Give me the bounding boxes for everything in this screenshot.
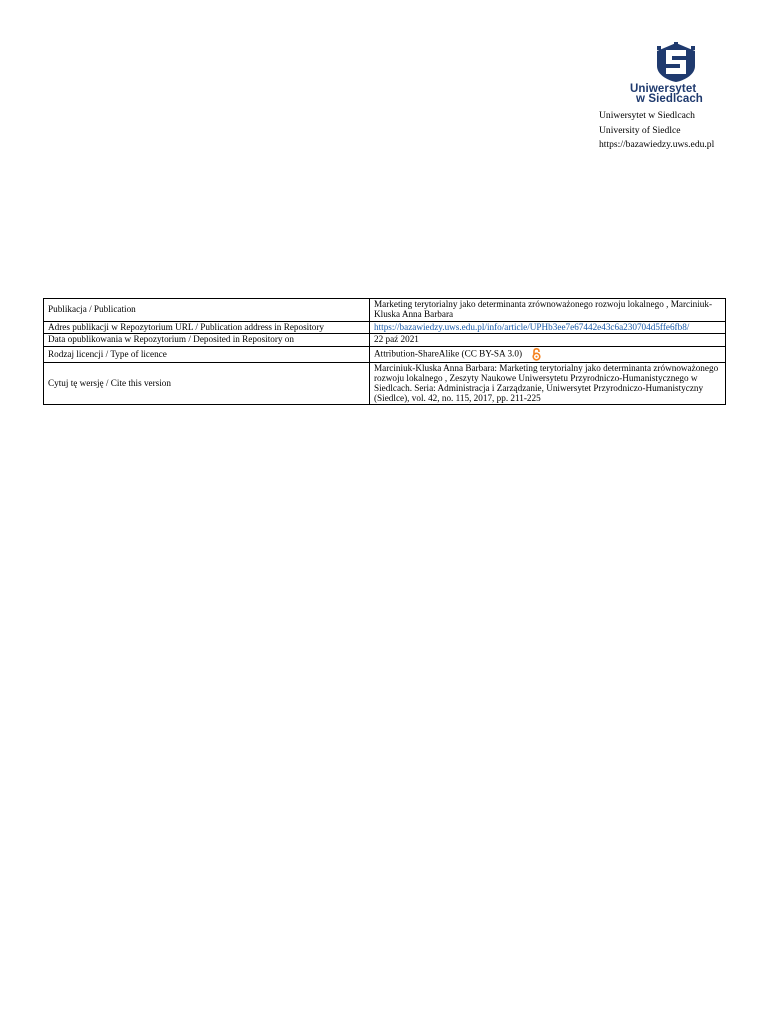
deposit-date-label: Data opublikowania w Repozytorium / Deposited in Repository on: [44, 334, 370, 347]
institution-name-en: University of Siedlce: [599, 124, 681, 136]
university-shield-icon: [655, 42, 697, 82]
table-row: [44, 334, 726, 347]
institution-name-pl: Uniwersytet w Siedlcach: [599, 110, 695, 121]
open-access-icon: [532, 348, 541, 361]
publication-metadata-table: [43, 298, 726, 405]
citation-label: Cytuj tę wersję / Cite this version: [44, 363, 370, 405]
publication-label: Publikacja / Publication: [44, 299, 370, 322]
licence-label: Rodzaj licencji / Type of licence: [44, 347, 370, 363]
repository-url-link[interactable]: https://bazawiedzy.uws.edu.pl/info/article/UPHb3ee7e67442e43c6a230704d5ffe6fb8/: [374, 321, 690, 332]
logo-text-line1: Uniwersytet: [630, 83, 697, 95]
repository-url-cell: [370, 321, 726, 334]
publication-value: Marketing terytorialny jako determinanta zrównoważonego rozwoju lokalnego , Marciniuk-Kluska Anna Barbara: [370, 299, 726, 322]
citation-value: Marciniuk-Kluska Anna Barbara: Marketing terytorialny jako determinanta zrównoważonego rozwoju lokalnego , Zeszyty Naukowe Uniwersytetu Przyrodniczo-Humanistycznego w Siedlcach. Seria: Administracja i Zarządzanie, Uniwersytet Przyrodniczo-Humanistyczny (Siedlce), vol. 42, no. 115, 2017, pp. 211-225: [370, 363, 726, 405]
university-logo: [628, 42, 728, 108]
table-row: [44, 363, 726, 405]
institution-url: https://bazawiedzy.uws.edu.pl: [599, 139, 715, 150]
repository-url-label: Adres publikacji w Repozytorium URL / Publication address in Repository: [44, 321, 370, 334]
table-row: [44, 347, 726, 363]
logo-text-line2: w Siedlcach: [636, 93, 703, 105]
table-row: [44, 321, 726, 334]
licence-cell: [370, 347, 726, 363]
licence-value: Attribution-ShareAlike (CC BY-SA 3.0): [374, 348, 523, 359]
institution-info: [599, 109, 714, 153]
table-row: [44, 299, 726, 322]
deposit-date-value: 22 paź 2021: [370, 334, 726, 347]
